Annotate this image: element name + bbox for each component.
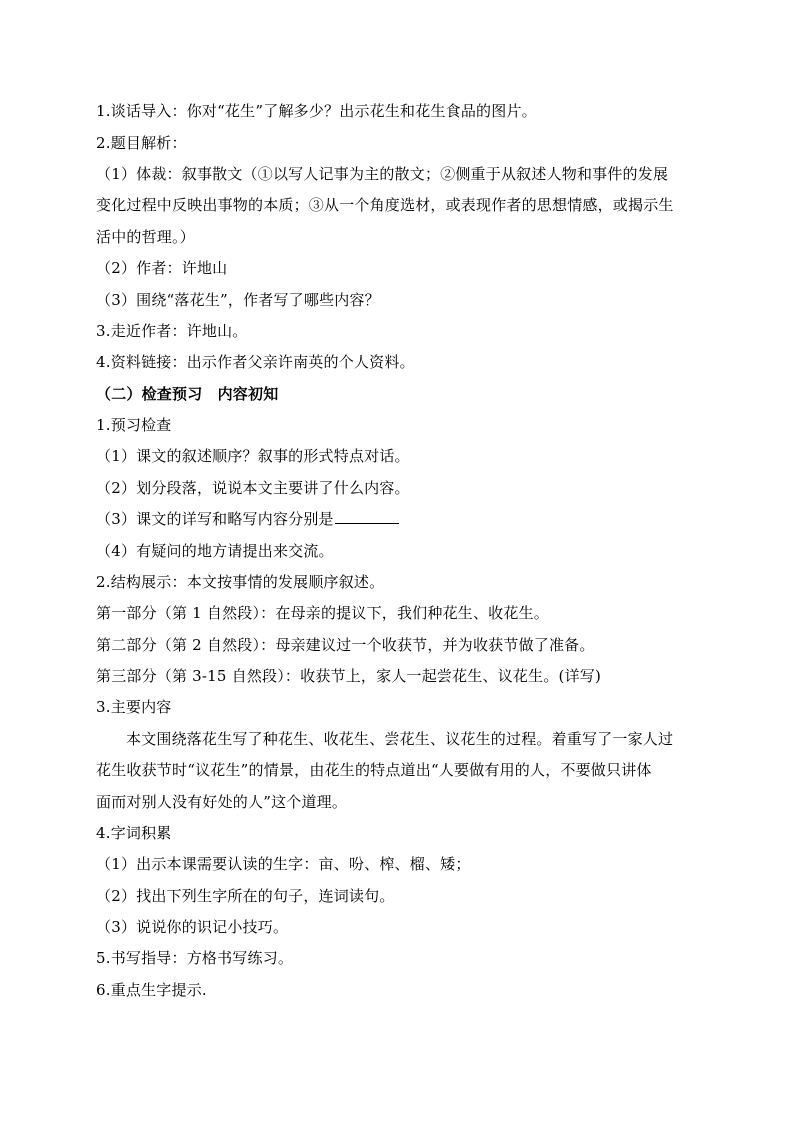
text-line: （2）找出下列生字所在的句子，连词读句。 (96, 887, 395, 905)
text-line: （2）划分段落，说说本文主要讲了什么内容。 (96, 479, 410, 497)
text-line: （4）有疑问的地方请提出来交流。 (96, 542, 334, 560)
text-line: 6.重点生字提示. (96, 981, 207, 999)
text-line: 3.主要内容 (96, 698, 172, 716)
text-line: 第二部分（第 2 自然段）：母亲建议过一个收获节，并为收获节做了准备。 (96, 636, 595, 654)
text-line: 2.题目解析： (96, 134, 187, 152)
text-line: 1.预习检查 (96, 416, 172, 434)
text-line: 第一部分（第 1 自然段）：在母亲的提议下，我们种花生、收花生。 (96, 604, 549, 622)
paragraph-line: 面而对别人没有好处的人”这个道理。 (96, 793, 348, 811)
text-line: （1）出示本课需要认读的生字：亩、吩、榨、榴、矮； (96, 855, 471, 873)
text-line: 第三部分（第 3-15 自然段）：收获节上，家人一起尝花生、议花生。(详写) (96, 667, 602, 685)
paragraph-line: 本文围绕落花生写了种花生、收花生、尝花生、议花生的过程。着重写了一家人过 (126, 730, 674, 748)
text-line: （3）说说你的识记小技巧。 (96, 918, 289, 936)
text-line: 5.书写指导：方格书写练习。 (96, 949, 294, 967)
text-line: 4.字词积累 (96, 824, 172, 842)
fill-in-blank (335, 509, 399, 524)
text-line-with-blank (96, 509, 399, 529)
text-line: 4.资料链接：出示作者父亲许南英的个人资料。 (96, 353, 415, 371)
text-line: 2.结构展示：本文按事情的发展顺序叙述。 (96, 573, 385, 591)
text-line: 3.走近作者：许地山。 (96, 322, 248, 340)
paragraph-line: 花生收获节时“议花生”的情景，由花生的特点道出“人要做有用的人，不要做只讲体 (96, 761, 652, 779)
text-line: 活中的哲理。） (96, 228, 195, 246)
text-line: 变化过程中反映出事物的本质；③从一个角度选材，或表现作者的思想情感，或揭示生 (96, 196, 674, 214)
text-line: 1.谈话导入：你对“花生”了解多少？出示花生和花生食品的图片。 (96, 102, 537, 120)
text-line: （2）作者：许地山 (96, 259, 228, 277)
section-heading: （二）检查预习 内容初知 (96, 385, 279, 403)
text-line: （1）课文的叙述顺序？叙事的形式特点对话。 (96, 447, 410, 465)
text-line: （1）体裁：叙事散文（①以写人记事为主的散文；②侧重于从叙述人物和事件的发展 (96, 165, 669, 183)
text-line: （3）围绕“落花生”，作者写了哪些内容？ (96, 291, 380, 309)
text-segment: （3）课文的详写和略写内容分别是 (96, 510, 334, 528)
